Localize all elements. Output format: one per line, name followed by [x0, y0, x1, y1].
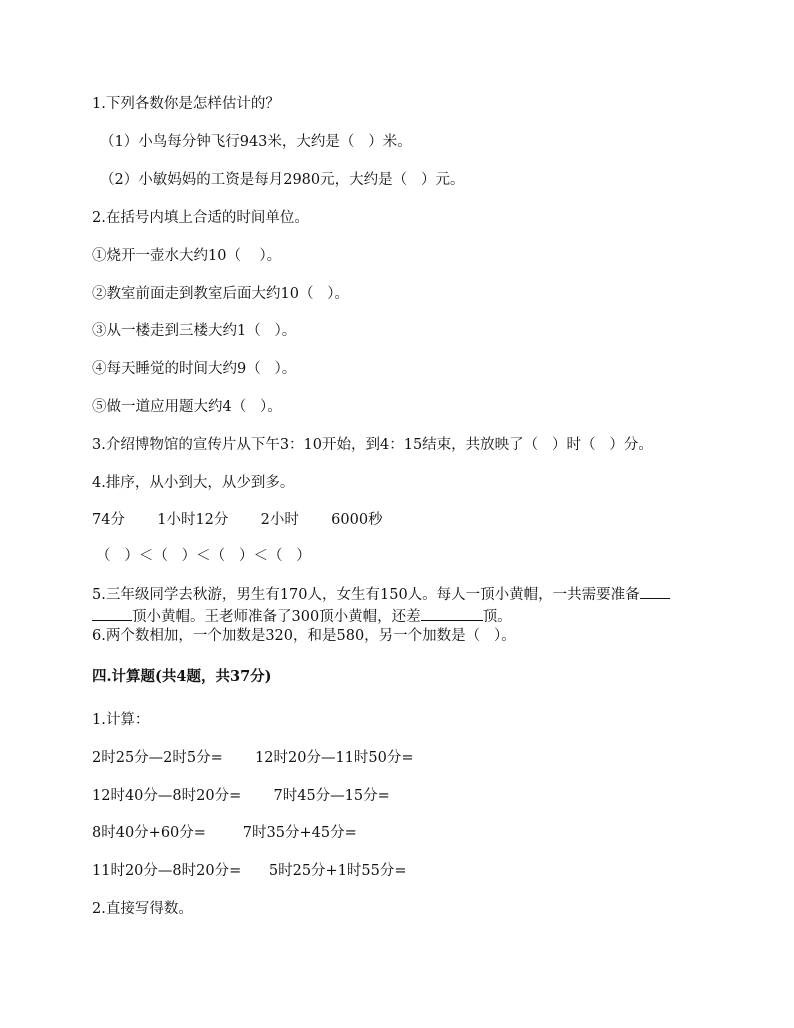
question-5-part-2: 顶小黄帽。王老师准备了300顶小黄帽，还差 — [132, 609, 421, 625]
question-1-item-2: （2）小敏妈妈的工资是每月2980元，大约是（ ）元。 — [100, 172, 465, 188]
question-1-item-1: （1）小鸟每分钟飞行943米，大约是（ ）米。 — [100, 134, 412, 150]
calc-1-row-2: 12时40分—8时20分= 7时45分—15分= — [92, 788, 390, 804]
question-2-item-2: ②教室前面走到教室后面大约10（ ）。 — [92, 286, 350, 302]
answer-blank-hats-needed-b — [92, 606, 132, 621]
question-6-text: 6.两个数相加，一个加数是320，和是580，另一个加数是（ ）。 — [92, 628, 516, 644]
question-2-title: 2.在括号内填上合适的时间单位。 — [92, 210, 309, 226]
question-4-values: 74分 1小时12分 2小时 6000秒 — [92, 512, 383, 528]
question-2-item-5: ⑤做一道应用题大约4（ ）。 — [92, 399, 282, 415]
question-5-part-3: 顶。 — [482, 609, 512, 625]
question-5-part-1: 5.三年级同学去秋游，男生有170人，女生有150人。每人一顶小黄帽，一共需要准备 — [92, 587, 640, 603]
question-2-item-3: ③从一楼走到三楼大约1（ ）。 — [92, 323, 297, 339]
calc-1-title: 1.计算： — [92, 712, 150, 728]
question-5-line-1 — [92, 584, 670, 604]
question-4-order-blanks: （ ）＜（ ）＜（ ）＜（ ） — [96, 548, 311, 564]
question-3-text: 3.介绍博物馆的宣传片从下午3：10开始，到4：15结束，共放映了（ ）时（ ）分。 — [92, 437, 653, 453]
answer-blank-hats-needed-a — [640, 584, 670, 599]
calc-1-row-4: 11时20分—8时20分= 5时25分+1时55分= — [92, 863, 407, 879]
question-5-line-2 — [92, 606, 512, 626]
answer-blank-hats-short — [421, 606, 483, 621]
calc-1-row-1: 2时25分—2时5分= 12时20分—11时50分= — [92, 750, 414, 766]
question-2-item-1: ①烧开一壶水大约10（ ）。 — [92, 248, 282, 264]
section-4-heading: 四.计算题(共4题，共37分) — [92, 668, 272, 685]
calc-2-title: 2.直接写得数。 — [92, 901, 193, 917]
question-1-title: 1.下列各数你是怎样估计的？ — [92, 96, 280, 112]
question-2-item-4: ④每天睡觉的时间大约9（ ）。 — [92, 361, 297, 377]
calc-1-row-3: 8时40分+60分= 7时35分+45分= — [92, 825, 357, 841]
question-4-title: 4.排序，从小到大，从少到多。 — [92, 475, 295, 491]
